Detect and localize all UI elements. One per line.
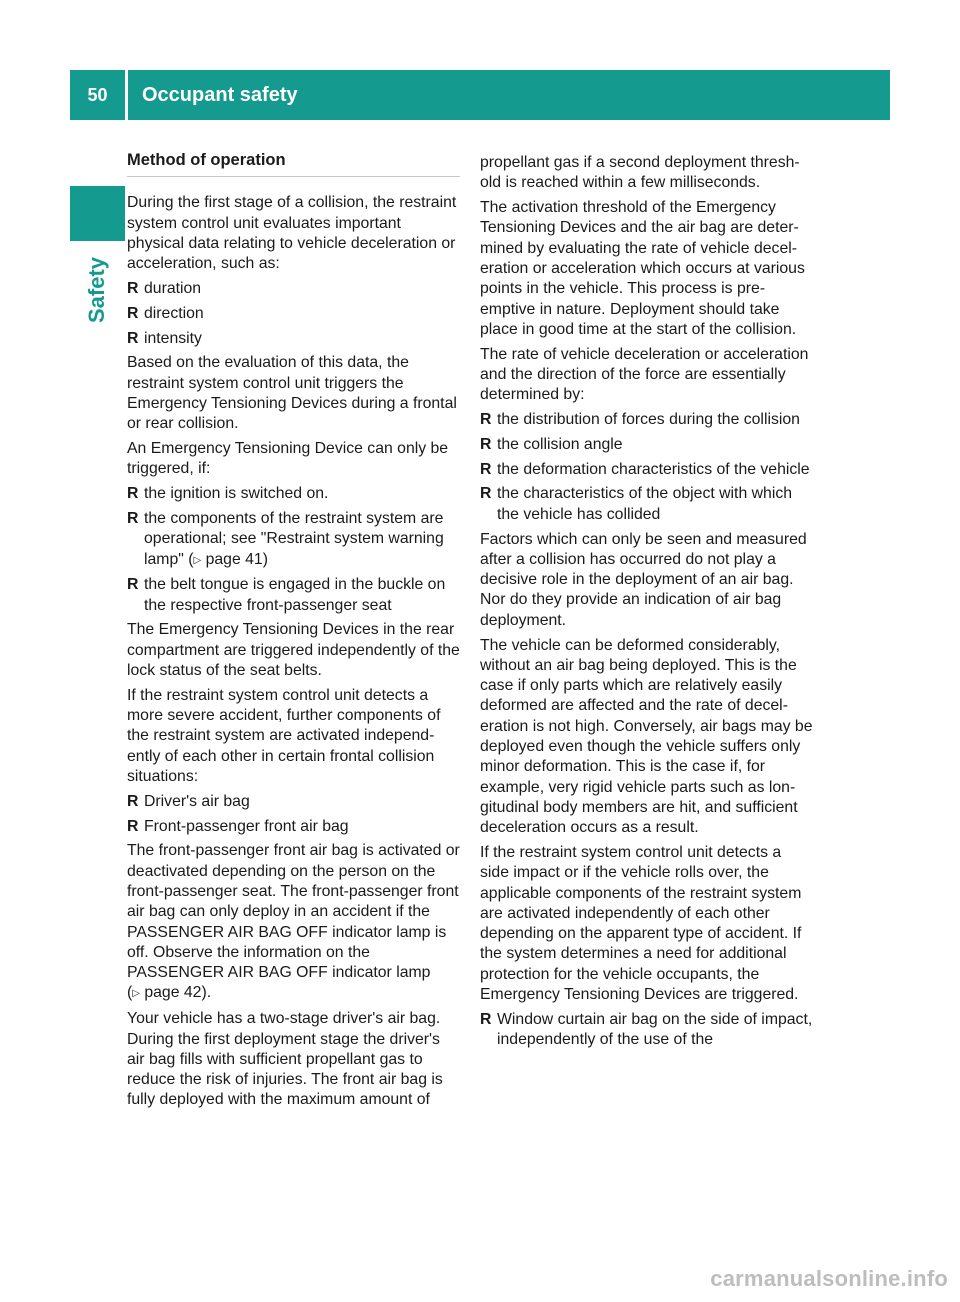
bullet-list: [480, 410, 813, 525]
paragraph: The Emergency Tensioning Devices in the rear compartment are triggered independently of the lock status of the seat belts.: [127, 621, 460, 680]
paragraph: During the first stage of a collision, the restraint system control unit evaluates important physical data relating to vehicle deceleration or acceleration, such as:: [127, 194, 457, 273]
page-reference-link[interactable]: page 41): [205, 550, 268, 568]
list-item: R the distribution of forces during the collision: [480, 410, 813, 430]
list-item: R the belt tongue is engaged in the buckle on the respective front-passenger seat: [127, 575, 460, 616]
section-heading: Method of operation: [127, 150, 460, 177]
list-item: R direction: [127, 304, 460, 324]
bullet-list: [480, 1010, 813, 1051]
list-item: R the deformation characteristics of the vehicle: [480, 460, 813, 480]
list-item: R intensity: [127, 329, 460, 349]
list-item: R Window curtain air bag on the side of impact, independently of the use of the: [480, 1010, 813, 1051]
section-title: Occupant safety: [142, 83, 298, 106]
bullet-list: [127, 792, 460, 837]
paragraph-text: The front-passenger front air bag is activated or deactivated depending on the person on the front-passenger seat. The front-passenger front air bag can only deploy in an accident if the PASSENGER AIR BAG OFF indicator lamp is off. Observe the information on the PASSENGER AIR BAG OFF indicator lamp (: [127, 842, 460, 1002]
list-item: R Front-passenger front air bag: [127, 817, 460, 837]
bullet-list: [127, 484, 460, 616]
list-item: R duration: [127, 279, 460, 299]
triangle-right-icon: ▷: [132, 988, 140, 1000]
paragraph: Factors which can only be seen and measured after a collision has occurred do not play a decisive role in the deployment of an air bag. Nor do they provide an indication of air bag deployment.: [480, 530, 807, 629]
paragraph: propellant gas if a second deployment threshold is reached within a few milliseconds.: [480, 154, 800, 192]
side-tab-label: Safety: [84, 256, 109, 324]
paragraph: The vehicle can be deformed considerably, without an air bag being deployed. This is the case if only parts which are relatively easily deformed are affected and the rate of deceleration is not high. Conversely, air bags may be deployed even though the vehicle suffers only minor deformation. This is the case if, for example, very rigid vehicle parts such as longitudinal body members are hit, and sufficient deceleration occurs as a result.: [480, 636, 813, 837]
list-item: R the collision angle: [480, 435, 813, 455]
page-reference-link[interactable]: page 42).: [144, 984, 212, 1002]
list-item: [127, 509, 460, 571]
paragraph: The activation threshold of the Emergency Tensioning Devices and the air bag are determined by evaluating the rate of vehicle deceleration or acceleration which occurs at various points in the vehicle. This process is preemptive in nature. Deployment should take place in good time at the start of the collision.: [480, 199, 805, 338]
paragraph: Based on the evaluation of this data, the restraint system control unit triggers the Emergency Tensioning Devices during a frontal or rear collision.: [127, 354, 457, 433]
list-item: R the ignition is switched on.: [127, 484, 460, 504]
list-item: R the characteristics of the object with which the vehicle has collided: [480, 484, 813, 525]
list-item-text: the components of the restraint system are operational; see "Restraint system warning lamp" (: [144, 509, 444, 568]
paragraph: If the restraint system control unit detects a side impact or if the vehicle rolls over, the applicable components of the restraint system are activated independently of each other depending on the apparent type of accident. If the system determines a need for additional protection for the vehicle occupants, the Emergency Tensioning Devices are triggered.: [480, 844, 802, 1004]
paragraph: [127, 841, 460, 1004]
paragraph: If the restraint system control unit detects a more severe accident, further components of the restraint system are activated independently of each other in certain frontal collision situations:: [127, 686, 441, 786]
triangle-right-icon: ▷: [193, 554, 202, 566]
bullet-list: [127, 279, 460, 349]
header-divider: [125, 70, 128, 120]
side-tab-marker: [70, 186, 125, 241]
paragraph: The rate of vehicle deceleration or acceleration and the direction of the force are essentially determined by:: [480, 345, 809, 404]
footer-watermark: carmanualsonline.info: [710, 1266, 948, 1291]
left-column: [127, 150, 460, 1115]
list-item: R Driver's air bag: [127, 792, 460, 812]
paragraph: An Emergency Tensioning Device can only be triggered, if:: [127, 440, 449, 478]
paragraph: Your vehicle has a two-stage driver's air bag. During the first deployment stage the driver's air bag fills with sufficient propellant gas to reduce the risk of injuries. The front air bag is fully deployed with the maximum amount of: [127, 1010, 443, 1109]
right-column: [480, 150, 813, 1055]
page-number: 50: [87, 84, 108, 105]
